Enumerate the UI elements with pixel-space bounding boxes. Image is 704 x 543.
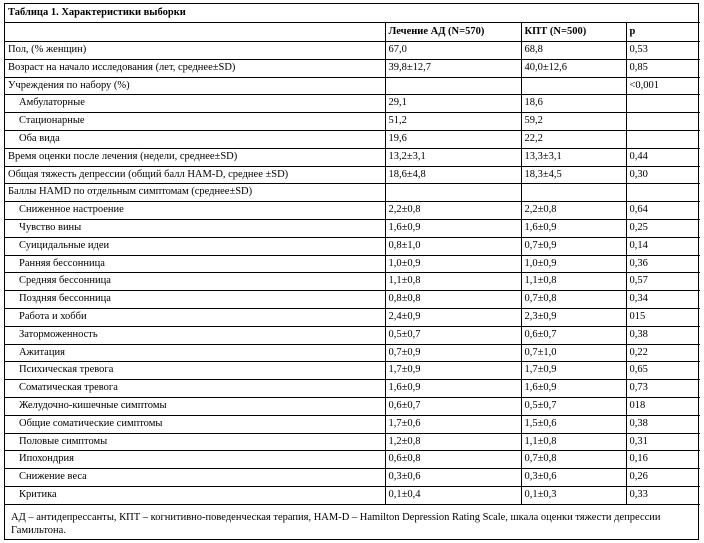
table-row (5, 237, 700, 255)
table-row (5, 255, 700, 273)
row-cbt-value: 0,7±0,8 (521, 291, 626, 309)
row-label: Амбулаторные (5, 95, 385, 113)
row-cbt-value (521, 184, 626, 202)
row-p-value: 0,38 (626, 415, 700, 433)
table-row (5, 184, 700, 202)
row-ad-value: 2,2±0,8 (385, 202, 521, 220)
row-label: Половые симптомы (5, 433, 385, 451)
row-label: Стационарные (5, 113, 385, 131)
row-cbt-value: 2,3±0,9 (521, 308, 626, 326)
row-label: Соматическая тревога (5, 380, 385, 398)
row-p-value: 0,30 (626, 166, 700, 184)
row-label: Поздняя бессонница (5, 291, 385, 309)
row-cbt-value: 0,1±0,3 (521, 486, 626, 504)
row-p-value (626, 95, 700, 113)
row-label: Суицидальные идеи (5, 237, 385, 255)
table-row (5, 202, 700, 220)
row-label: Ранняя бессонница (5, 255, 385, 273)
row-p-value: <0,001 (626, 77, 700, 95)
row-label: Работа и хобби (5, 308, 385, 326)
row-p-value: 018 (626, 397, 700, 415)
row-ad-value: 1,7±0,6 (385, 415, 521, 433)
row-cbt-value: 1,0±0,9 (521, 255, 626, 273)
table-row (5, 486, 700, 504)
row-ad-value: 19,6 (385, 130, 521, 148)
table-row (5, 273, 700, 291)
row-cbt-value: 1,6±0,9 (521, 380, 626, 398)
row-label: Возраст на начало исследования (лет, среднее±SD) (5, 59, 385, 77)
row-label: Средняя бессонница (5, 273, 385, 291)
row-label: Баллы HAMD по отдельным симптомам (среднее±SD) (5, 184, 385, 202)
table-row (5, 326, 700, 344)
row-p-value: 0,36 (626, 255, 700, 273)
row-p-value: 0,25 (626, 219, 700, 237)
row-cbt-value: 59,2 (521, 113, 626, 131)
row-ad-value: 0,6±0,7 (385, 397, 521, 415)
row-p-value: 0,73 (626, 380, 700, 398)
row-p-value (626, 184, 700, 202)
row-label: Общая тяжесть депрессии (общий балл HAM-D, среднее ±SD) (5, 166, 385, 184)
row-ad-value: 0,8±0,8 (385, 291, 521, 309)
table-row (5, 415, 700, 433)
row-cbt-value: 1,1±0,8 (521, 273, 626, 291)
row-cbt-value: 2,2±0,8 (521, 202, 626, 220)
row-p-value: 0,65 (626, 362, 700, 380)
row-ad-value: 1,1±0,8 (385, 273, 521, 291)
row-p-value: 0,64 (626, 202, 700, 220)
table-row (5, 291, 700, 309)
row-cbt-value: 0,7±0,8 (521, 451, 626, 469)
table-row (5, 130, 700, 148)
row-ad-value: 0,3±0,6 (385, 469, 521, 487)
row-ad-value: 1,0±0,9 (385, 255, 521, 273)
header-ad-treatment: Лечение АД (N=570) (385, 23, 521, 42)
table-row (5, 42, 700, 60)
row-p-value: 0,33 (626, 486, 700, 504)
table-row (5, 344, 700, 362)
row-p-value: 0,57 (626, 273, 700, 291)
table-row (5, 469, 700, 487)
table-row (5, 219, 700, 237)
row-ad-value: 0,1±0,4 (385, 486, 521, 504)
table-footnote: АД – антидепрессанты, КПТ – когнитивно-поведенческая терапия, HAM-D – Hamilton Depression Rating Scale, шкала оценки тяжести депрессии Гамильтона. (11, 511, 661, 536)
table-row (5, 451, 700, 469)
row-p-value: 0,38 (626, 326, 700, 344)
row-label: Снижение веса (5, 469, 385, 487)
row-ad-value (385, 77, 521, 95)
row-ad-value: 67,0 (385, 42, 521, 60)
row-ad-value: 2,4±0,9 (385, 308, 521, 326)
row-p-value: 0,31 (626, 433, 700, 451)
row-ad-value: 0,7±0,9 (385, 344, 521, 362)
row-label: Чувство вины (5, 219, 385, 237)
header-characteristic (5, 23, 385, 42)
row-ad-value: 1,7±0,9 (385, 362, 521, 380)
row-ad-value (385, 184, 521, 202)
row-cbt-value: 18,3±4,5 (521, 166, 626, 184)
row-label: Оба вида (5, 130, 385, 148)
row-p-value: 0,22 (626, 344, 700, 362)
row-cbt-value: 1,1±0,8 (521, 433, 626, 451)
row-p-value (626, 130, 700, 148)
row-ad-value: 51,2 (385, 113, 521, 131)
row-cbt-value: 1,5±0,6 (521, 415, 626, 433)
row-cbt-value: 13,3±3,1 (521, 148, 626, 166)
row-label: Учреждения по набору (%) (5, 77, 385, 95)
row-ad-value: 0,6±0,8 (385, 451, 521, 469)
row-p-value: 0,16 (626, 451, 700, 469)
row-p-value: 0,85 (626, 59, 700, 77)
row-cbt-value: 1,7±0,9 (521, 362, 626, 380)
row-label: Ипохондрия (5, 451, 385, 469)
table-row (5, 166, 700, 184)
row-p-value: 0,53 (626, 42, 700, 60)
row-label: Ажитация (5, 344, 385, 362)
row-ad-value: 18,6±4,8 (385, 166, 521, 184)
row-ad-value: 29,1 (385, 95, 521, 113)
row-cbt-value: 0,7±1,0 (521, 344, 626, 362)
table-row (5, 95, 700, 113)
row-p-value: 0,34 (626, 291, 700, 309)
row-cbt-value: 0,3±0,6 (521, 469, 626, 487)
row-label: Психическая тревога (5, 362, 385, 380)
table-row (5, 148, 700, 166)
row-ad-value: 0,5±0,7 (385, 326, 521, 344)
row-cbt-value: 1,6±0,9 (521, 219, 626, 237)
characteristics-table (5, 4, 700, 505)
row-ad-value: 13,2±3,1 (385, 148, 521, 166)
row-p-value: 0,26 (626, 469, 700, 487)
row-label: Сниженное настроение (5, 202, 385, 220)
table-row (5, 59, 700, 77)
row-label: Общие соматические симптомы (5, 415, 385, 433)
row-p-value (626, 113, 700, 131)
header-p-value: p (626, 23, 700, 42)
row-p-value: 015 (626, 308, 700, 326)
row-ad-value: 39,8±12,7 (385, 59, 521, 77)
row-cbt-value: 0,5±0,7 (521, 397, 626, 415)
row-ad-value: 1,6±0,9 (385, 219, 521, 237)
table-row (5, 308, 700, 326)
table-row (5, 433, 700, 451)
row-cbt-value: 22,2 (521, 130, 626, 148)
row-label: Желудочно-кишечные симптомы (5, 397, 385, 415)
row-label: Заторможенность (5, 326, 385, 344)
row-label: Пол, (% женщин) (5, 42, 385, 60)
row-label: Время оценки после лечения (недели, среднее±SD) (5, 148, 385, 166)
table-row (5, 77, 700, 95)
table-row (5, 380, 700, 398)
row-p-value: 0,44 (626, 148, 700, 166)
row-label: Критика (5, 486, 385, 504)
row-ad-value: 1,6±0,9 (385, 380, 521, 398)
row-cbt-value (521, 77, 626, 95)
row-cbt-value: 68,8 (521, 42, 626, 60)
row-ad-value: 0,8±1,0 (385, 237, 521, 255)
row-cbt-value: 0,7±0,9 (521, 237, 626, 255)
table-row (5, 397, 700, 415)
row-ad-value: 1,2±0,8 (385, 433, 521, 451)
table-row (5, 362, 700, 380)
table-caption: Таблица 1. Характеристики выборки (5, 4, 700, 23)
table-caption-row (5, 4, 700, 23)
table-header-row (5, 23, 700, 42)
document-frame (4, 3, 699, 540)
row-cbt-value: 40,0±12,6 (521, 59, 626, 77)
row-p-value: 0,14 (626, 237, 700, 255)
table-row (5, 113, 700, 131)
row-cbt-value: 18,6 (521, 95, 626, 113)
header-cbt: КПТ (N=500) (521, 23, 626, 42)
row-cbt-value: 0,6±0,7 (521, 326, 626, 344)
